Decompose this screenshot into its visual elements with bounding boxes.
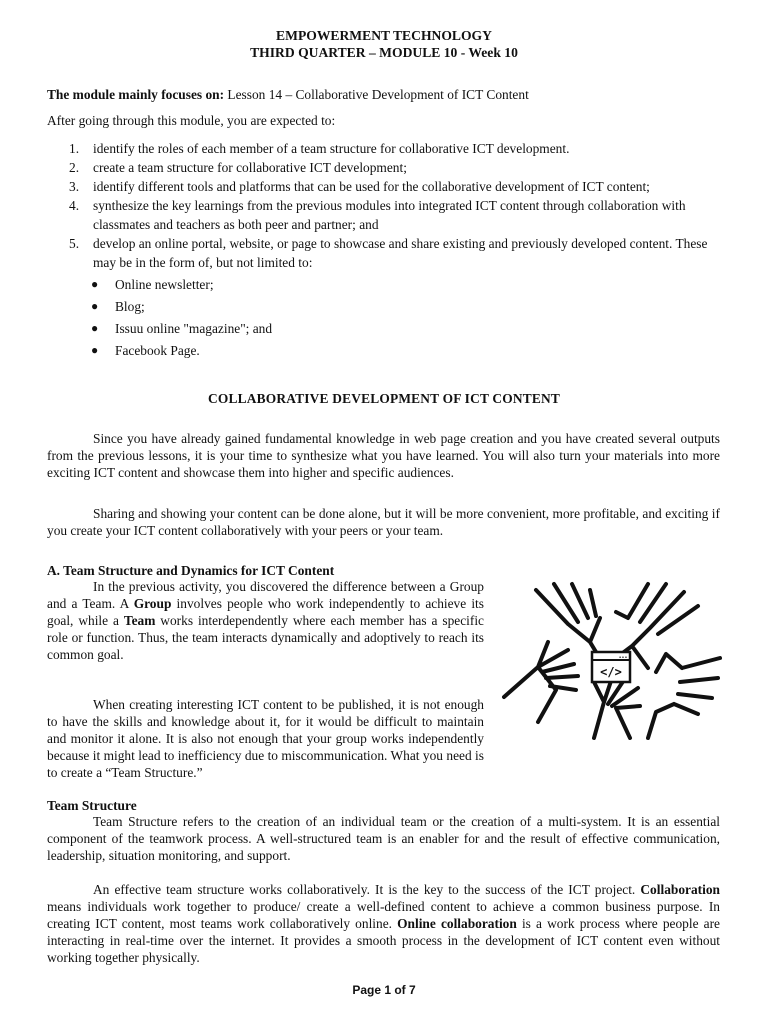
section-a-paragraph-2: When creating interesting ICT content to be published, it is not enough to have the skills and knowledge about it, for it would be difficult to maintain and monitor it alone. It is also not enough that your group works independently because it might lead to inefficiency due to miscommunication. What you need is to create a “Team Structure.” bbox=[47, 697, 484, 780]
bullet-item: ● Issuu online "magazine"; and bbox=[91, 321, 273, 336]
objective-item: 4. synthesize the key learnings from the previous modules into integrated ICT content through collaboration with classmates and teachers as both peer and partner; and bbox=[69, 198, 686, 232]
team-structure-paragraph-1: Team Structure refers to the creation of an individual team or the creation of a multi-system. It is an essential component of the teamwork process. A well-structured team is an enabler for and the result of effective communication, leadership, situation monitoring, and support. bbox=[47, 814, 720, 863]
section-a-heading: A. Team Structure and Dynamics for ICT Content bbox=[47, 563, 335, 578]
bullet-item: ● Online newsletter; bbox=[91, 277, 214, 292]
svg-text:•••: ••• bbox=[618, 655, 628, 661]
svg-text:</>: </> bbox=[600, 665, 622, 679]
objective-item: 1. identify the roles of each member of a team structure for collaborative ICT development. bbox=[69, 141, 570, 156]
module-focus bbox=[47, 86, 720, 103]
header-line-1: EMPOWERMENT TECHNOLOGY bbox=[276, 28, 492, 43]
paragraph-1: Since you have already gained fundamental knowledge in web page creation and you have created several outputs from the previous lessons, it is your time to synthesize what you have learned. You will also turn your materials into more exciting ICT content and showcase them into higher and specific audiences. bbox=[47, 431, 720, 480]
paragraph-2: Sharing and showing your content can be done alone, but it will be more convenient, more profitable, and exciting if you create your ICT content collaboratively with your peers or your team. bbox=[47, 506, 720, 538]
intro-text: After going through this module, you are expected to: bbox=[47, 113, 336, 128]
code-window-icon bbox=[592, 652, 630, 682]
team-structure-paragraph-2: An effective team structure works collaboratively. It is the key to the success of the ICT project. Collaboration means individuals work together to produce/ create a well-defined content to achieve a common business purpose. In creating ICT content, most teams work collaboratively online. Online collaboration is a work process where people are interacting in real-time over the internet. It provides a smooth process in the development of ICT content even without working together physically. bbox=[47, 882, 720, 965]
bullet-item: ● Facebook Page. bbox=[91, 343, 200, 358]
objective-item: 2. create a team structure for collaborative ICT development; bbox=[69, 160, 407, 175]
header-line-2: THIRD QUARTER – MODULE 10 - Week 10 bbox=[250, 45, 518, 60]
focus-text: Lesson 14 – Collaborative Development of ICT Content bbox=[224, 87, 529, 102]
bullet-item: ● Blog; bbox=[91, 299, 145, 314]
focus-label: The module mainly focuses on: bbox=[47, 87, 225, 102]
objective-item: 5. develop an online portal, website, or page to showcase and share existing and previously developed content. These may be in the form of, but not limited to: bbox=[69, 236, 708, 270]
collaboration-hands-illustration bbox=[498, 572, 726, 740]
section-a-paragraph-1: In the previous activity, you discovered the difference between a Group and a Team. A Group involves people who work independently to achieve its goal, while a Team works interdependently where each member has a specific role or function. Thus, the team interacts dynamically and adoptively to reach its common goal. bbox=[47, 579, 484, 662]
team-structure-heading: Team Structure bbox=[47, 798, 137, 813]
objectives-list bbox=[47, 139, 720, 360]
page-number: Page 1 of 7 bbox=[352, 983, 416, 997]
section-title: COLLABORATIVE DEVELOPMENT OF ICT CONTENT bbox=[208, 391, 560, 406]
objective-item: 3. identify different tools and platforms that can be used for the collaborative development of ICT content; bbox=[69, 179, 650, 194]
